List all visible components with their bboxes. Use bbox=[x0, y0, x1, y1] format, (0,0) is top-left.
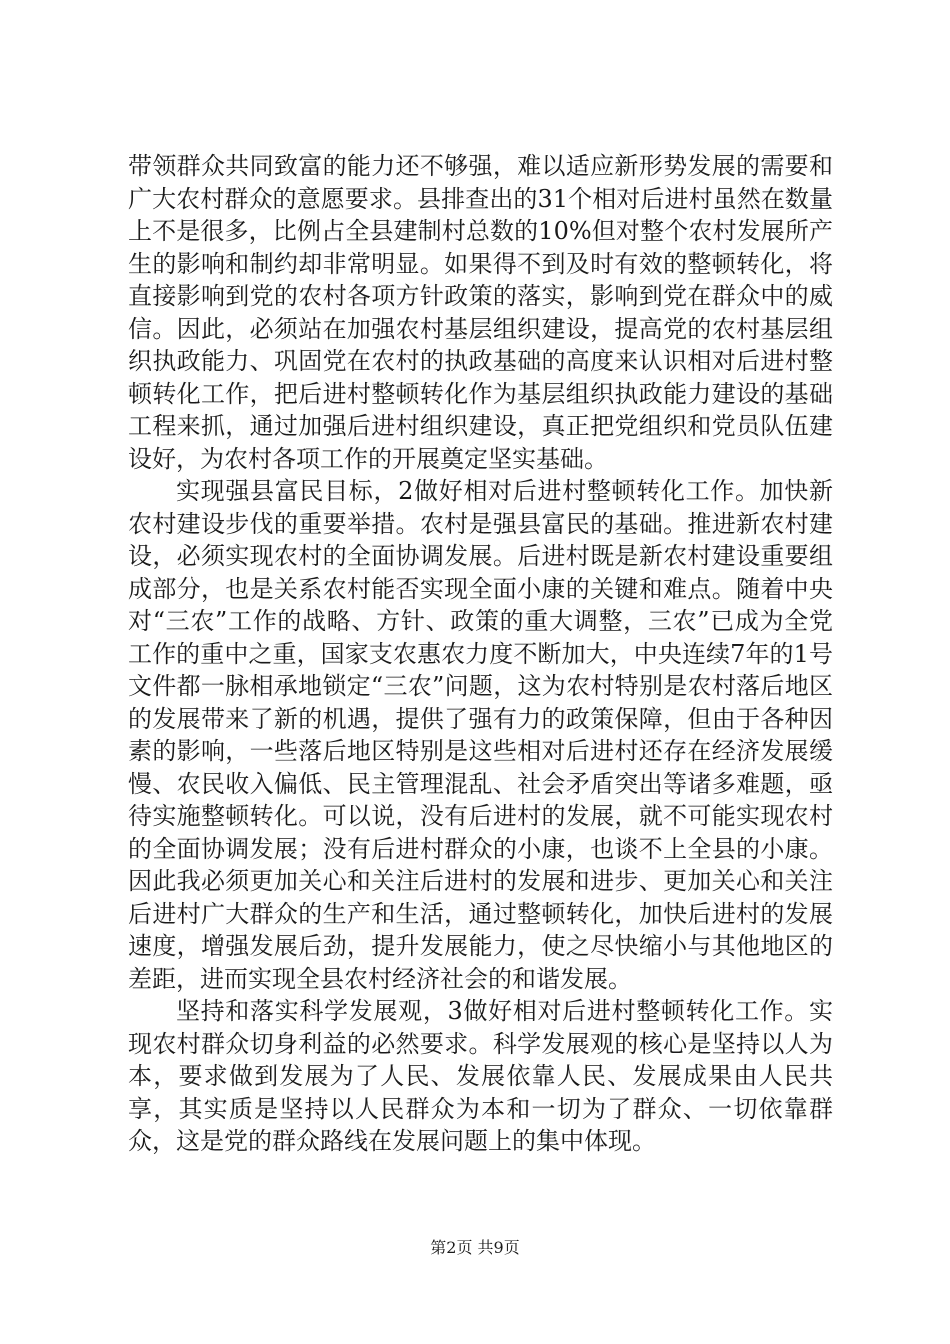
paragraph-3: 坚持和落实科学发展观，3做好相对后进村整顿转化工作。实现农村群众切身利益的必然要求。科学发展观的核心是坚持以人为本，要求做到发展为了人民、发展依靠人民、发展成果由人民共享，其实质是坚持以人民群众为本和一切为了群众、一切依靠群众，这是党的群众路线在发展问题上的集中体现。 bbox=[128, 997, 833, 1155]
paragraph-1: 带领群众共同致富的能力还不够强，难以适应新形势发展的需要和广大农村群众的意愿要求。县排查出的31个相对后进村虽然在数量上不是很多，比例占全县建制村总数的10%但对整个农村发展所产生的影响和制约却非常明显。如果得不到及时有效的整顿转化，将直接影响到党的农村各项方针政策的落实，影响到党在群众中的威信。因此，必须站在加强农村基层组织建设，提高党的农村基层组织执政能力、巩固党在农村的执政基础的高度来认识相对后进村整顿转化工作，把后进村整顿转化作为基层组织执政能力建设的基础工程来抓，通过加强后进村组织建设，真正把党组织和党员队伍建设好，为农村各项工作的开展奠定坚实基础。 bbox=[128, 152, 833, 473]
page-footer: 第2页 共9页 bbox=[430, 1238, 520, 1257]
document-body bbox=[128, 150, 833, 1158]
paragraph-2: 实现强县富民目标，2做好相对后进村整顿转化工作。加快新农村建设步伐的重要举措。农村是强县富民的基础。推进新农村建设，必须实现农村的全面协调发展。后进村既是新农村建设重要组成部分，也是关系农村能否实现全面小康的关键和难点。随着中央对“三农”工作的战略、方针、政策的重大调整，三农”已成为全党工作的重中之重，国家支农惠农力度不断加大，中央连续7年的1号文件都一脉相承地锁定“三农”问题，这为农村特别是农村落后地区的发展带来了新的机遇，提供了强有力的政策保障，但由于各种因素的影响，一些落后地区特别是这些相对后进村还存在经济发展缓慢、农民收入偏低、民主管理混乱、社会矛盾突出等诸多难题，亟待实施整顿转化。可以说，没有后进村的发展，就不可能实现农村的全面协调发展；没有后进村群众的小康，也谈不上全县的小康。因此我必须更加关心和关注后进村的发展和进步、更加关心和关注后进村广大群众的生产和生活，通过整顿转化，加快后进村的发展速度，增强发展后劲，提升发展能力，使之尽快缩小与其他地区的差距，进而实现全县农村经济社会的和谐发展。 bbox=[128, 477, 833, 993]
